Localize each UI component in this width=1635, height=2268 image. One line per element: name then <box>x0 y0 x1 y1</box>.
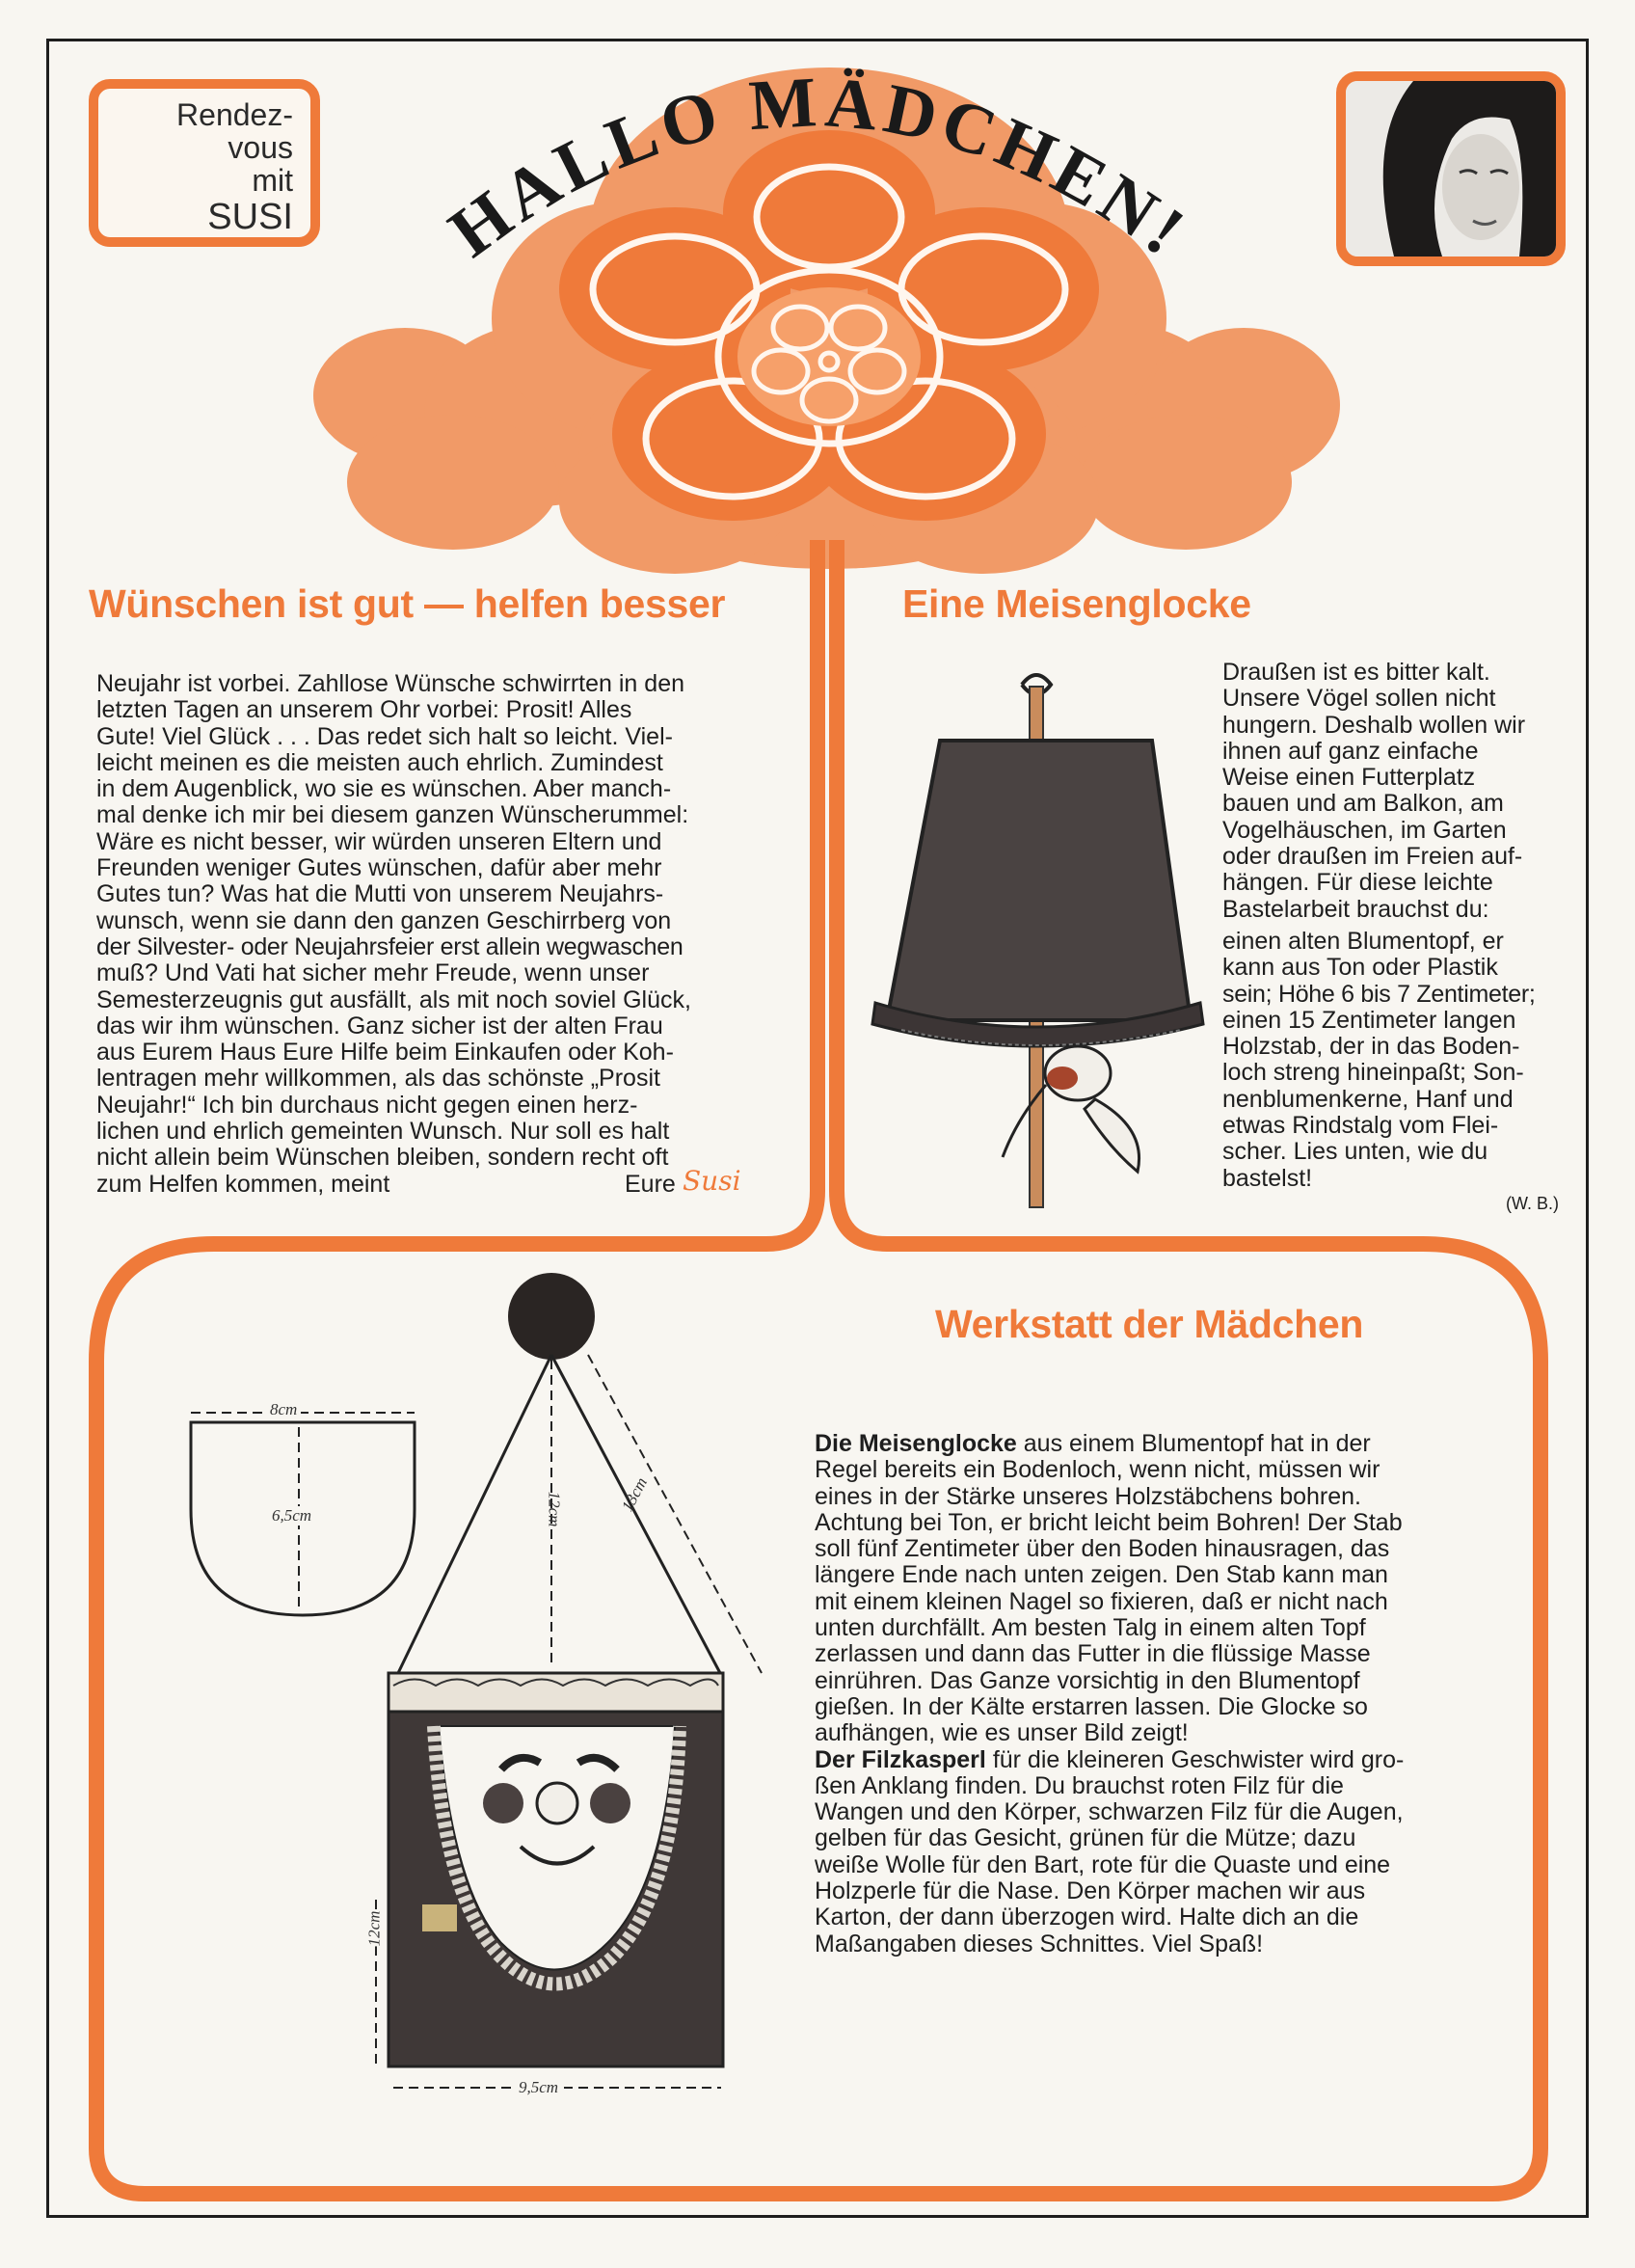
lead-text: Die Meisenglocke <box>815 1430 1017 1457</box>
text-line: Bastelarbeit brauchst du: <box>1222 895 1489 923</box>
rendezvous-name: SUSI <box>207 197 293 237</box>
signature: Susi <box>683 1164 741 1197</box>
text-line: in dem Augenblick, wo sie es wünschen. Aber manch- <box>96 775 672 803</box>
text-line: loch streng hineinpaßt; Son- <box>1222 1059 1524 1087</box>
text-line: der Silvester- oder Neujahrsfeier erst allein wegwaschen <box>96 932 683 960</box>
text-line: etwas Rindstalg vom Flei- <box>1222 1112 1499 1140</box>
text-line: Weise einen Futterplatz <box>1222 764 1476 792</box>
text-line: letzten Tagen an unserem Ohr vorbei: Prosit! Alles <box>96 696 632 724</box>
text-line: eines in der Stärke unseres Holzstäbchens bohren. <box>815 1482 1361 1510</box>
text-line: wunsch, wenn sie dann den ganzen Geschirrberg von <box>96 906 672 934</box>
text-line: Wäre es nicht besser, wir würden unseren Eltern und <box>96 827 662 855</box>
text-line: gießen. In der Kälte erstarren lassen. Die Glocke so <box>815 1692 1368 1720</box>
text-line: das wir ihm wünschen. Ganz sicher ist der alten Frau <box>96 1012 663 1040</box>
bell-illustration <box>872 675 1203 1207</box>
rendezvous-line: vous <box>228 130 293 165</box>
text-line: bastelst! <box>1222 1164 1313 1192</box>
text-line: Holzperle für die Nase. Den Körper machen wir aus <box>815 1877 1366 1905</box>
article3-heading: Werkstatt der Mädchen <box>935 1302 1364 1346</box>
measure-body-height: 12cm <box>364 1910 384 1947</box>
text-line <box>815 1431 1489 1457</box>
text-line: weiße Wolle für den Bart, rote für die Quaste und eine <box>815 1850 1391 1878</box>
text-line: Regel bereits ein Bodenloch, wenn nicht, müssen wir <box>815 1456 1380 1484</box>
text-line: nicht allein beim Wünschen bleiben, sondern recht oft <box>96 1144 669 1172</box>
text-line: mal denke ich mir bei diesem ganzen Wünscherummel: <box>96 801 689 829</box>
text-line: Freunden weniger Gutes wünschen, dafür aber mehr <box>96 854 662 882</box>
article1-heading: Wünschen ist gut — helfen besser <box>89 581 726 626</box>
text-line: längere Ende nach unten zeigen. Den Stab kann man <box>815 1561 1388 1589</box>
text-line: soll fünf Zentimeter über den Boden hinausragen, das <box>815 1535 1390 1563</box>
text-line: bauen und am Balkon, am <box>1222 790 1504 818</box>
text-line: ihnen auf ganz einfache <box>1222 737 1479 765</box>
text-line: lentragen mehr willkommen, als das schönste „Prosit <box>96 1065 660 1093</box>
article2-credit: (W. B.) <box>1506 1194 1559 1213</box>
text-line: zum Helfen kommen, meint <box>96 1170 390 1198</box>
text-fragment: aus einem Blumentopf hat in der <box>1023 1430 1371 1457</box>
text-line: Unsere Vögel sollen nicht <box>1222 685 1496 713</box>
text-line: unten durchfällt. Am besten Talg in einem alten Topf <box>815 1614 1366 1642</box>
text-line: Wangen und den Körper, schwarzen Filz für die Augen, <box>815 1798 1404 1826</box>
article3-body <box>815 1431 1489 1958</box>
text-line: muß? Und Vati hat sicher mehr Freude, wenn unser <box>96 959 650 987</box>
text-line: einen 15 Zentimeter langen <box>1222 1006 1516 1034</box>
text-line: lichen und ehrlich gemeinten Wunsch. Nur soll es halt <box>96 1118 670 1146</box>
text-line: Gute! Viel Glück . . . Das redet sich halt so leicht. Viel- <box>96 722 673 750</box>
text-line: aus Eurem Haus Eure Hilfe beim Einkaufen oder Koh- <box>96 1039 674 1066</box>
text-line: aufhängen, wie es unser Bild zeigt! <box>815 1719 1189 1747</box>
text-line: Gutes tun? Was hat die Mutti von unserem Neujahrs- <box>96 880 664 908</box>
rendezvous-line: mit <box>252 163 293 198</box>
lead-text: Der Filzkasperl <box>815 1745 986 1773</box>
article2-body <box>1222 660 1573 1192</box>
signoff-row <box>96 1164 771 1198</box>
text-line: Maßangaben dieses Schnittes. Viel Spaß! <box>815 1930 1264 1958</box>
article2-heading: Eine Meisenglocke <box>902 581 1251 626</box>
measure-body-width: 9,5cm <box>513 2078 564 2097</box>
rendezvous-line: Rendez- <box>176 97 293 132</box>
text-line: zerlassen und dann das Futter in die flüssige Masse <box>815 1640 1371 1668</box>
masthead-title <box>0 0 1635 405</box>
text-line: ßen Anklang finden. Du brauchst roten Filz für die <box>815 1771 1344 1799</box>
measure-height-top: 6,5cm <box>272 1506 312 1525</box>
text-line: hungern. Deshalb wollen wir <box>1222 711 1526 739</box>
filzkasperl-pattern <box>191 1273 762 2088</box>
text-line: Achtung bei Ton, er bricht leicht beim Bohren! Der Stab <box>815 1508 1403 1536</box>
text-line: hängen. Für diese leichte <box>1222 869 1493 897</box>
text-line: Neujahr ist vorbei. Zahllose Wünsche schwirrten in den <box>96 670 684 697</box>
text-line: scher. Lies unten, wie du <box>1222 1138 1488 1166</box>
text-line: nenblumenkerne, Hanf und <box>1222 1085 1514 1113</box>
text-line: einrühren. Das Ganze vorsichtig in den Blumentopf <box>815 1666 1360 1694</box>
text-line: mit einem kleinen Nagel so fixieren, daß er nicht nach <box>815 1587 1388 1615</box>
text-fragment: für die kleineren Geschwister wird gro- <box>992 1745 1405 1773</box>
text-line: gelben für das Gesicht, grünen für die Mütze; dazu <box>815 1824 1356 1852</box>
text-line: kann aus Ton oder Plastik <box>1222 954 1498 982</box>
text-line: sein; Höhe 6 bis 7 Zentimeter; <box>1222 980 1536 1008</box>
title-text: HALLO MÄDCHEN! <box>435 62 1203 275</box>
text-line: Draußen ist es bitter kalt. <box>1222 659 1490 686</box>
text-line <box>815 1747 1489 1773</box>
article1-body <box>96 671 771 1198</box>
measure-hat-side: 13cm <box>617 1474 652 1515</box>
text-line: leicht meinen es die meisten auch ehrlich. Zumindest <box>96 748 663 776</box>
measure-hat-center: 12cm <box>545 1491 564 1527</box>
sign-off: Eure <box>625 1170 676 1198</box>
svg-text:HALLO MÄDCHEN! <box>435 63 1202 274</box>
text-line: Holzstab, der in das Boden- <box>1222 1033 1520 1061</box>
text-line: Semesterzeugnis gut ausfällt, als mit noch soviel Glück, <box>96 986 691 1013</box>
measure-width-top: 8cm <box>266 1400 301 1419</box>
text-line: Karton, der dann überzogen wird. Halte dich an die <box>815 1904 1359 1931</box>
text-line: einen alten Blumentopf, er <box>1222 927 1504 955</box>
text-line: Neujahr!“ Ich bin durchaus nicht gegen einen herz- <box>96 1091 638 1119</box>
text-line: oder draußen im Freien auf- <box>1222 843 1523 871</box>
text-line: Vogelhäuschen, im Garten <box>1222 816 1507 844</box>
